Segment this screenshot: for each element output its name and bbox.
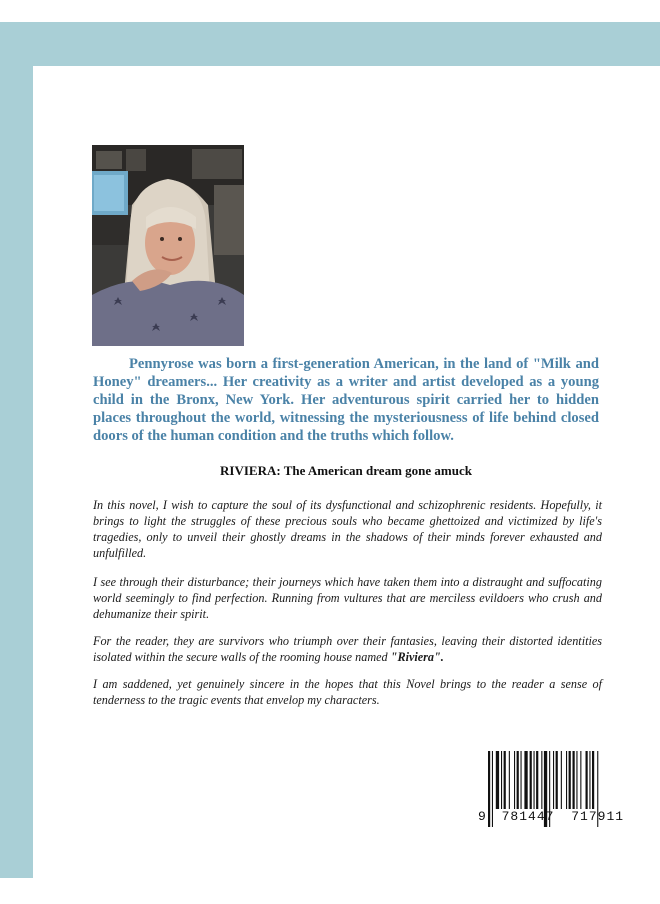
barcode-bar — [566, 751, 567, 809]
left-frame-band — [0, 22, 33, 878]
author-photo — [92, 145, 244, 346]
isbn-left-group: 781447 — [501, 809, 555, 824]
top-frame-band — [0, 22, 660, 66]
barcode-bar — [514, 751, 515, 809]
barcode-bar — [501, 751, 502, 809]
barcode-bar — [496, 751, 499, 809]
barcode-bar — [517, 751, 519, 809]
barcode-bar — [569, 751, 571, 809]
barcode-bar — [509, 751, 510, 809]
back-cover-page — [33, 66, 660, 878]
isbn-lead-digit: 9 — [478, 809, 487, 824]
barcode-bar — [589, 751, 590, 809]
description-paragraph-3 — [93, 633, 602, 665]
barcode-bar — [504, 751, 506, 809]
barcode-bar — [586, 751, 588, 809]
description-paragraph-2: I see through their disturbance; their journeys which have taken them into a distraught and suffocating world seemingly to find perfection. Running from vultures that are merciless evildoers who crush and dehumanize their spirit. — [93, 575, 602, 621]
rooming-house-name: "Riviera". — [390, 650, 444, 664]
barcode-bar — [576, 751, 577, 809]
barcode-bar — [536, 751, 538, 809]
description-paragraph-3-text: For the reader, they are survivors who triumph over their fantasies, leaving their distorted identities isolated within the secure walls of the rooming house named — [93, 634, 602, 664]
barcode-bar — [553, 751, 554, 809]
barcode-bar — [521, 751, 522, 809]
barcode-bar — [561, 751, 562, 809]
description-paragraph-1: In this novel, I wish to capture the soul of its dysfunctional and schizophrenic residents. Hopefully, it brings to light the struggles of these precious souls who became ghettoized and victimized by life's tragedies, only to unveil their ghostly dreams in the shadows of their minds forever exhausted and unfulfilled. — [93, 498, 602, 560]
barcode-bar — [556, 751, 558, 809]
barcode-bar — [580, 751, 581, 809]
author-portrait-icon — [92, 145, 244, 346]
isbn-barcode — [474, 749, 630, 831]
isbn-number — [478, 809, 628, 824]
book-title: RIVIERA: The American dream gone amuck — [220, 463, 472, 478]
barcode-bar — [530, 751, 532, 809]
description-paragraph-4: I am saddened, yet genuinely sincere in the hopes that this Novel brings to the reader a sense of tenderness to the tragic events that envelop my characters. — [93, 677, 602, 707]
barcode-bar — [524, 751, 527, 809]
barcode-bar — [592, 751, 594, 809]
isbn-right-group: 717911 — [571, 809, 625, 824]
barcode-bar — [541, 751, 542, 809]
author-bio: Pennyrose was born a first-generation American, in the land of "Milk and Honey" dreamers... Her creativity as a writer and artist developed as a young child in the Bronx, New York. Her adventurous spirit carried her to hidden places throughout the world, witnessing the mysteriousness of life behind closed doors of the human condition and the truths which follow. — [93, 356, 599, 444]
barcode-bar — [573, 751, 575, 809]
barcode-bar — [534, 751, 535, 809]
